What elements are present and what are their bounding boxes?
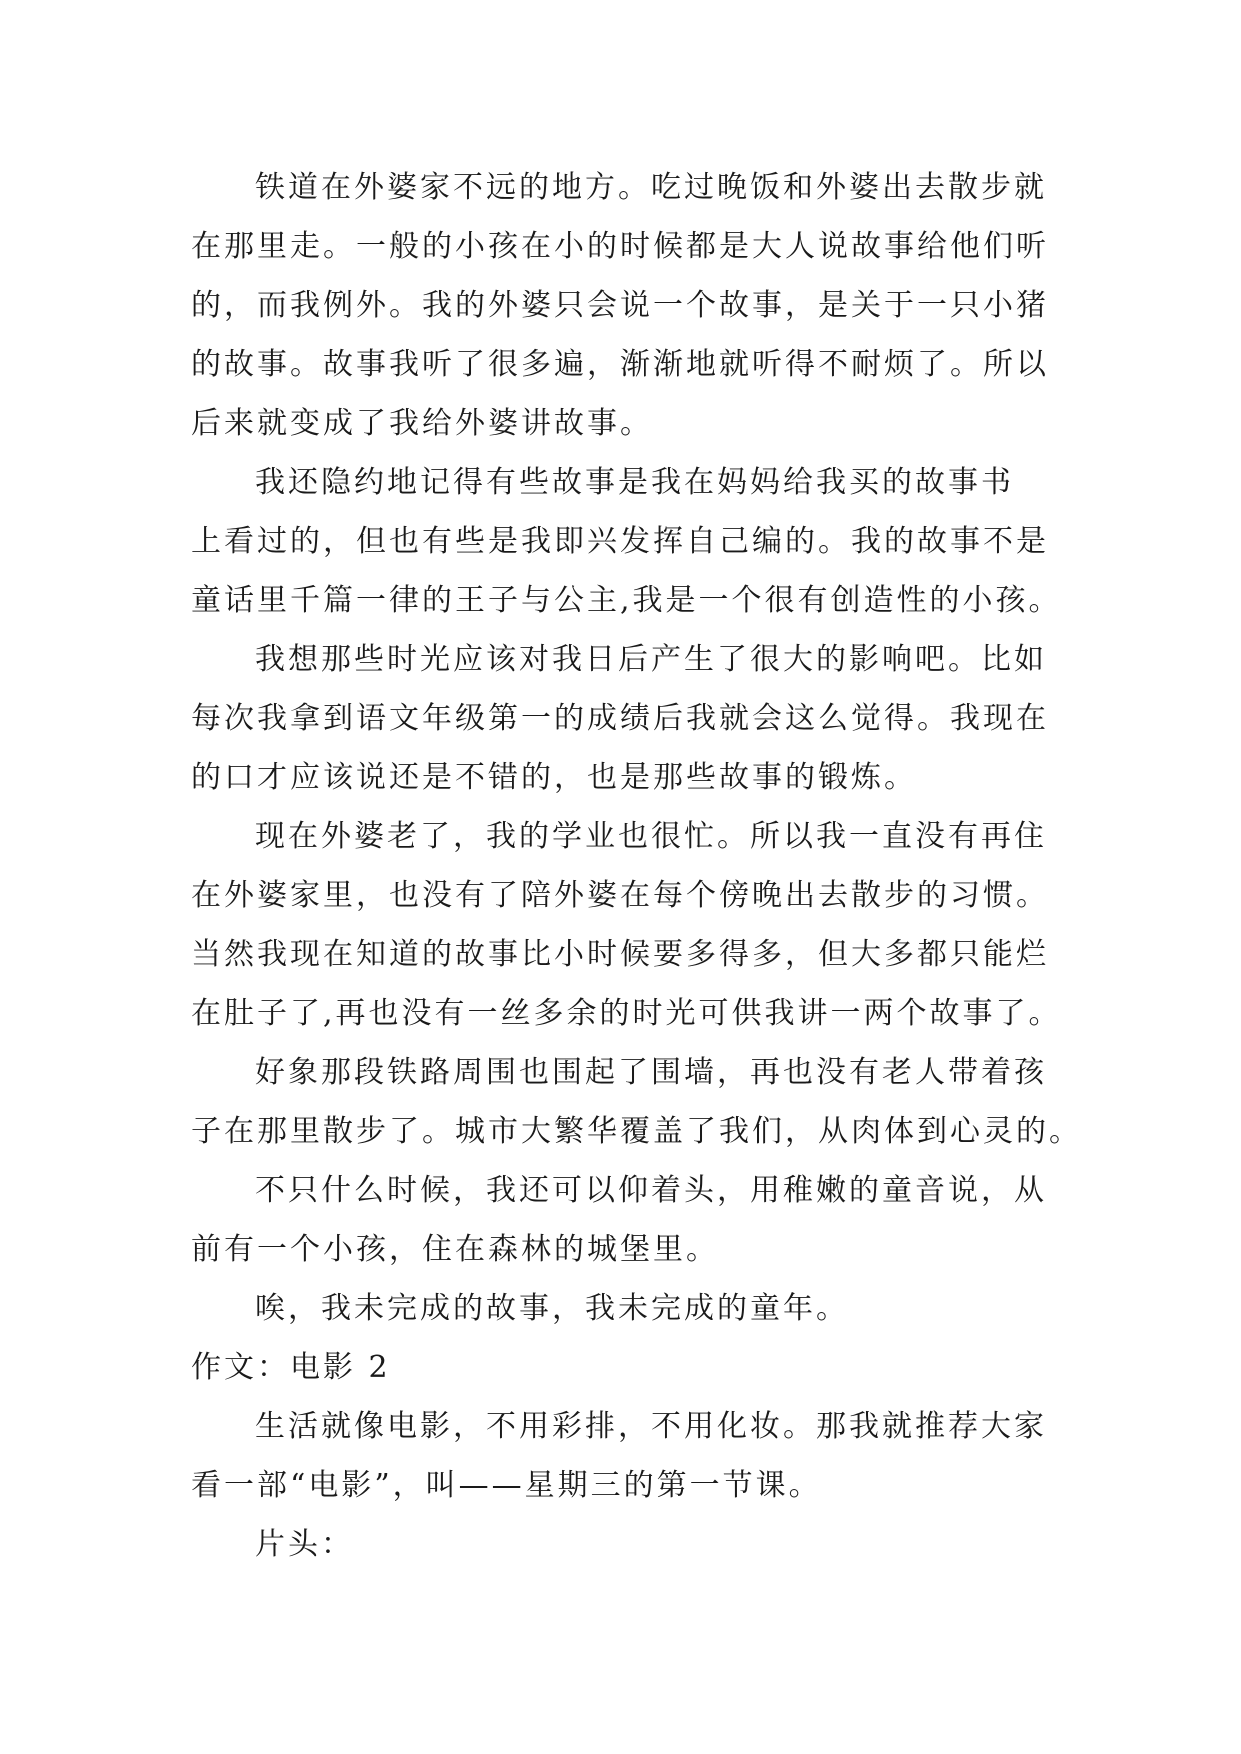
paragraph-first-line: 好象那段铁路周围也围起了围墙，再也没有老人带着孩 <box>255 1055 1047 1090</box>
text-line: 在那里走。一般的小孩在小的时候都是大人说故事给他们听 <box>191 229 1049 264</box>
text-line: 童话里千篇一律的王子与公主,我是一个很有创造性的小孩。 <box>191 583 1062 618</box>
text-line: 在外婆家里，也没有了陪外婆在每个傍晚出去散步的习惯。 <box>191 878 1049 913</box>
text-line: 后来就变成了我给外婆讲故事。 <box>191 406 653 441</box>
text-line: 看一部“电影”，叫——星期三的第一节课。 <box>191 1468 822 1503</box>
text-line: 的口才应该说还是不错的，也是那些故事的锻炼。 <box>191 760 917 795</box>
text-line: 子在那里散步了。城市大繁华覆盖了我们，从肉体到心灵的。 <box>191 1114 1082 1149</box>
paragraph-first-line: 不只什么时候，我还可以仰着头，用稚嫩的童音说，从 <box>255 1173 1047 1208</box>
text-line: 的故事。故事我听了很多遍，渐渐地就听得不耐烦了。所以 <box>191 347 1049 382</box>
paragraph-first-line: 片头： <box>255 1527 354 1562</box>
text-line: 每次我拿到语文年级第一的成绩后我就会这么觉得。我现在 <box>191 701 1049 736</box>
text-line: 作文：电影 2 <box>191 1350 391 1385</box>
paragraph-first-line: 生活就像电影，不用彩排，不用化妆。那我就推荐大家 <box>255 1409 1047 1444</box>
paragraph-first-line: 铁道在外婆家不远的地方。吃过晚饭和外婆出去散步就 <box>255 170 1047 205</box>
paragraph-first-line: 我还隐约地记得有些故事是我在妈妈给我买的故事书 <box>255 465 1014 500</box>
text-line: 在肚子了,再也没有一丝多余的时光可供我讲一两个故事了。 <box>191 996 1062 1031</box>
paragraph-first-line: 唉，我未完成的故事，我未完成的童年。 <box>255 1291 849 1326</box>
text-line: 当然我现在知道的故事比小时候要多得多，但大多都只能烂 <box>191 937 1049 972</box>
text-line: 前有一个小孩，住在森林的城堡里。 <box>191 1232 719 1267</box>
paragraph-first-line: 现在外婆老了，我的学业也很忙。所以我一直没有再住 <box>255 819 1047 854</box>
document-body <box>191 158 1082 1574</box>
text-line: 的，而我例外。我的外婆只会说一个故事，是关于一只小猪 <box>191 288 1049 323</box>
paragraph-first-line: 我想那些时光应该对我日后产生了很大的影响吧。比如 <box>255 642 1047 677</box>
text-line: 上看过的，但也有些是我即兴发挥自己编的。我的故事不是 <box>191 524 1049 559</box>
